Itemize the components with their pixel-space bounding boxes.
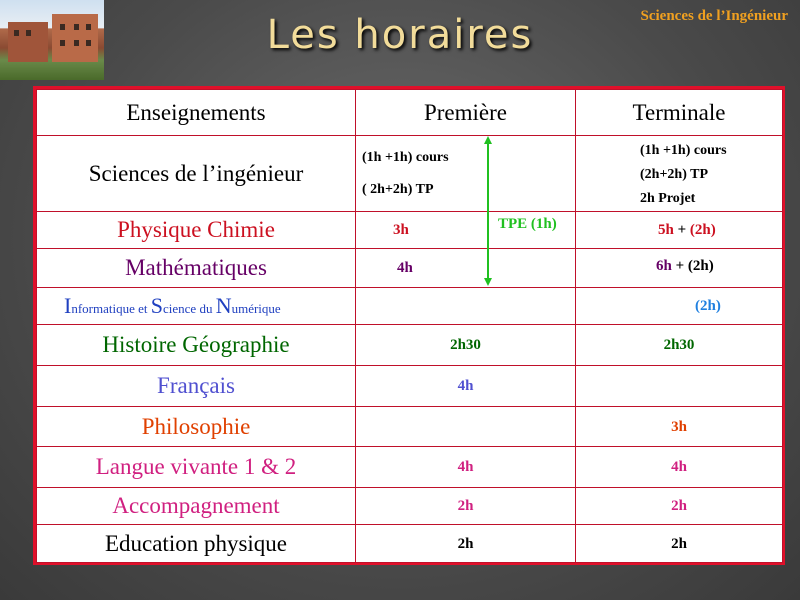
premiere-math bbox=[356, 249, 576, 288]
table-row bbox=[37, 249, 783, 288]
terminale-physique bbox=[576, 212, 783, 249]
premiere-eps bbox=[356, 525, 576, 563]
terminale-hg-value: 2h30 bbox=[663, 337, 695, 353]
terminale-eps bbox=[576, 525, 783, 563]
subject-si: Sciences de l’ingénieur bbox=[37, 136, 356, 212]
brand-label: Sciences de l’Ingénieur bbox=[640, 8, 788, 24]
terminale-si-line3: 2h Projet bbox=[640, 191, 696, 206]
col-header-premiere: Première bbox=[356, 90, 576, 136]
terminale-physique-value: 5h + (2h) bbox=[658, 222, 716, 238]
subject-isn: Informatique et Science du Numérique bbox=[37, 288, 356, 325]
terminale-accompagnement bbox=[576, 488, 783, 525]
premiere-hg bbox=[356, 325, 576, 366]
terminale-isn bbox=[576, 288, 783, 325]
premiere-si-line1: (1h +1h) cours bbox=[362, 150, 449, 165]
table-row bbox=[37, 366, 783, 407]
terminale-accompagnement-value: 2h bbox=[671, 498, 687, 514]
subject-physique: Physique Chimie bbox=[37, 212, 356, 249]
premiere-francais-value: 4h bbox=[457, 378, 474, 394]
col-header-enseignements: Enseignements bbox=[37, 90, 356, 136]
table-row bbox=[37, 407, 783, 447]
subject-math: Mathématiques bbox=[37, 249, 356, 288]
premiere-si bbox=[356, 136, 576, 212]
terminale-philo-value: 3h bbox=[671, 418, 687, 435]
premiere-accompagnement-value: 2h bbox=[457, 498, 474, 514]
terminale-si-line2: (2h+2h) TP bbox=[640, 167, 709, 182]
terminale-math bbox=[576, 249, 783, 288]
page-title: Les horaires bbox=[266, 12, 534, 58]
premiere-hg-value: 2h30 bbox=[450, 337, 481, 353]
border-gap bbox=[411, 404, 571, 406]
subject-eps: Education physique bbox=[37, 525, 356, 563]
premiere-isn bbox=[356, 288, 576, 325]
col-header-terminale: Terminale bbox=[576, 90, 783, 136]
terminale-langue-value: 4h bbox=[671, 459, 687, 475]
subject-francais: Français bbox=[37, 366, 356, 407]
table-row bbox=[37, 288, 783, 325]
premiere-eps-value: 2h bbox=[457, 535, 474, 552]
premiere-physique-value: 3h bbox=[393, 222, 409, 238]
schedule-table bbox=[33, 86, 785, 565]
terminale-langue bbox=[576, 447, 783, 488]
table-row bbox=[37, 525, 783, 563]
terminale-si-line1: (1h +1h) cours bbox=[640, 143, 727, 158]
terminale-math-value: 6h + (2h) bbox=[656, 258, 714, 274]
table-row bbox=[37, 325, 783, 366]
terminale-si bbox=[576, 136, 783, 212]
table-header-row bbox=[37, 90, 783, 136]
terminale-francais bbox=[576, 366, 783, 407]
premiere-langue-value: 4h bbox=[457, 459, 474, 475]
table-row bbox=[37, 212, 783, 249]
premiere-accompagnement bbox=[356, 488, 576, 525]
premiere-langue bbox=[356, 447, 576, 488]
terminale-eps-value: 2h bbox=[671, 535, 687, 552]
subject-hg: Histoire Géographie bbox=[37, 325, 356, 366]
premiere-si-line2: ( 2h+2h) TP bbox=[362, 182, 434, 197]
table-row bbox=[37, 136, 783, 212]
terminale-philo bbox=[576, 407, 783, 447]
terminale-isn-value: (2h) bbox=[695, 298, 721, 314]
subject-langue: Langue vivante 1 & 2 bbox=[37, 447, 356, 488]
subject-philo: Philosophie bbox=[37, 407, 356, 447]
tpe-label: TPE (1h) bbox=[498, 216, 557, 232]
premiere-philo bbox=[356, 407, 576, 447]
table-row bbox=[37, 447, 783, 488]
terminale-hg bbox=[576, 325, 783, 366]
premiere-math-value: 4h bbox=[397, 260, 413, 276]
table-row bbox=[37, 488, 783, 525]
tpe-span-arrow bbox=[484, 136, 492, 286]
premiere-francais bbox=[356, 366, 576, 407]
subject-accompagnement: Accompagnement bbox=[37, 488, 356, 525]
